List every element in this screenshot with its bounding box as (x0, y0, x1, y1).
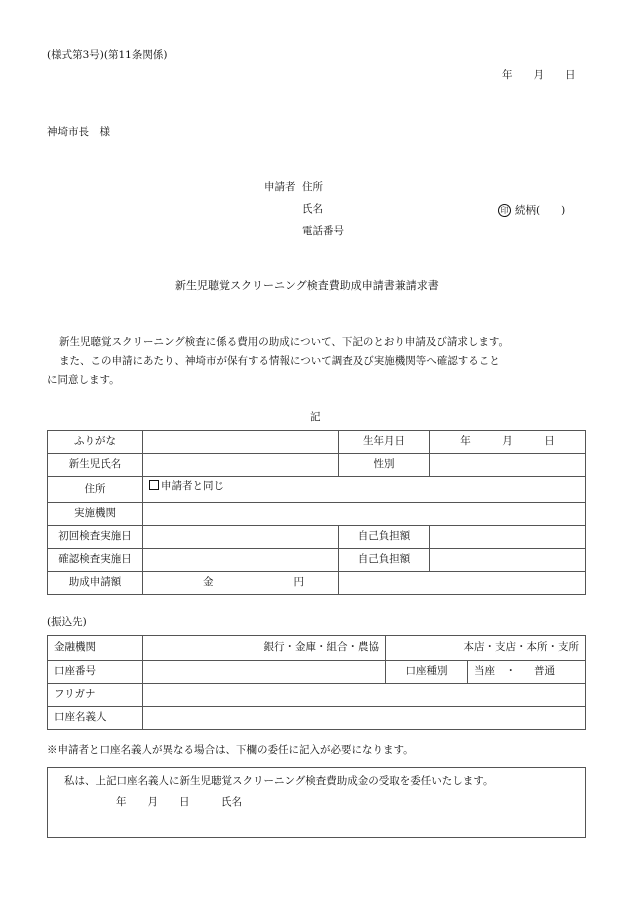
amount-blank (339, 572, 586, 595)
applicant-seal-relation (498, 204, 565, 217)
bank-types[interactable]: 銀行・金庫・組合・農協 (143, 636, 386, 661)
furigana-label: ふりがな (48, 431, 143, 454)
account-no-label: 口座番号 (48, 661, 143, 684)
ki-heading: 記 (310, 411, 321, 423)
birth-date-field[interactable]: 年 月 日 (430, 431, 586, 454)
self-pay-label-1: 自己負担額 (339, 526, 430, 549)
same-as-applicant-label: 申請者と同じ (161, 480, 224, 492)
amount-yen: 円 (293, 576, 304, 589)
sex-field[interactable] (430, 454, 586, 477)
main-table (47, 430, 586, 595)
addressee: 神埼市長 様 (47, 126, 110, 138)
applicant-phone-label: 電話番号 (302, 225, 344, 237)
seal-icon: 印 (498, 204, 511, 217)
self-pay-label-2: 自己負担額 (339, 549, 430, 572)
self-pay-field-1[interactable] (430, 526, 586, 549)
financial-inst-label: 金融機関 (48, 636, 143, 661)
furigana-field[interactable] (143, 431, 339, 454)
self-pay-field-2[interactable] (430, 549, 586, 572)
relation-label: 続柄( ) (515, 204, 566, 217)
form-number: (様式第3号)(第11条関係) (47, 49, 168, 61)
checkbox-icon[interactable] (149, 480, 159, 490)
applicant-address-label: 住所 (302, 181, 323, 193)
holder-field[interactable] (143, 707, 586, 730)
birth-date-label: 生年月日 (339, 431, 430, 454)
date-line: 年 月 日 (502, 69, 576, 81)
first-exam-date-field[interactable] (143, 526, 339, 549)
baby-name-label: 新生児氏名 (48, 454, 143, 477)
body-paragraph (47, 333, 587, 390)
applicant-label: 申請者 (264, 181, 296, 193)
amount-field[interactable] (143, 572, 339, 595)
branch-types[interactable]: 本店・支店・本所・支所 (386, 636, 586, 661)
sex-label: 性別 (339, 454, 430, 477)
delegation-box (47, 767, 586, 838)
touza-option[interactable]: 当座 ・ (474, 665, 516, 678)
account-type-label: 口座種別 (386, 661, 468, 684)
body-line-2: また、この申請にあたり、神埼市が保有する情報について調査及び実施機関等へ確認すること (59, 355, 500, 367)
body-line-3: に同意します。 (47, 374, 120, 386)
delegation-date-name[interactable]: 年 月 日 氏名 (116, 796, 242, 808)
baby-name-field[interactable] (143, 454, 339, 477)
bank-heading: (振込先) (47, 616, 87, 628)
account-no-field[interactable] (143, 661, 386, 684)
confirm-exam-date-field[interactable] (143, 549, 339, 572)
institution-label: 実施機関 (48, 503, 143, 526)
confirm-exam-date-label: 確認検査実施日 (48, 549, 143, 572)
body-line-1: 新生児聴覚スクリーニング検査に係る費用の助成について、下記のとおり申請及び請求します。 (59, 336, 510, 348)
applicant-name-label: 氏名 (302, 203, 323, 215)
delegation-note: ※申請者と口座名義人が異なる場合は、下欄の委任に記入が必要になります。 (47, 744, 414, 756)
amount-kin: 金 (203, 576, 214, 589)
address-field[interactable] (143, 477, 586, 503)
first-exam-date-label: 初回検査実施日 (48, 526, 143, 549)
form-title: 新生児聴覚スクリーニング検査費助成申請書兼請求書 (175, 279, 439, 292)
address-label: 住所 (48, 477, 143, 503)
furigana-bank-field[interactable] (143, 684, 586, 707)
bank-table (47, 635, 586, 730)
delegation-text: 私は、上記口座名義人に新生児聴覚スクリーニング検査費助成金の受取を委任いたします。 (64, 775, 494, 787)
futsu-option[interactable]: 普通 (534, 665, 555, 678)
holder-label: 口座名義人 (48, 707, 143, 730)
furigana-bank-label: フリガナ (48, 684, 143, 707)
amount-label: 助成申請額 (48, 572, 143, 595)
account-type-field[interactable] (468, 661, 586, 684)
institution-field[interactable] (143, 503, 586, 526)
